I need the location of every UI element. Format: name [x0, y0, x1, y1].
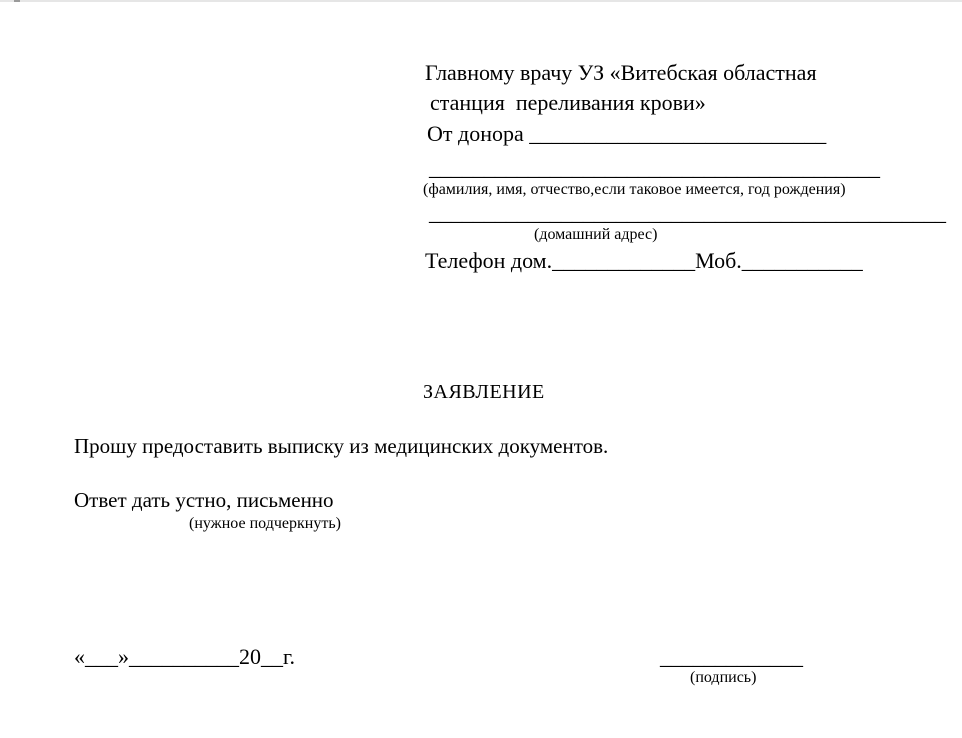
- page-top-edge: [0, 0, 962, 2]
- home-address-blank: _______________________________________________: [429, 200, 946, 225]
- answer-format-caption: (нужное подчеркнуть): [189, 515, 341, 532]
- from-donor-field: От донора ___________________________: [427, 121, 827, 146]
- donor-name-caption: (фамилия, имя, отчество,если таковое имеется, год рождения): [423, 181, 846, 198]
- date-field: «___»__________20__г.: [74, 644, 296, 669]
- phone-field: Телефон дом._____________Моб.___________: [425, 248, 863, 273]
- donor-name-blank: _________________________________________: [429, 155, 880, 180]
- addressee-line-1: Главному врачу УЗ «Витебская областная: [425, 60, 817, 85]
- addressee-line-2: станция переливания крови»: [430, 90, 706, 115]
- answer-format-text: Ответ дать устно, письменно: [74, 488, 334, 512]
- signature-blank: _____________: [660, 644, 803, 669]
- document-title: ЗАЯВЛЕНИЕ: [423, 381, 545, 403]
- home-address-caption: (домашний адрес): [534, 226, 658, 243]
- page-corner-mark: [14, 0, 20, 2]
- request-text: Прошу предоставить выписку из медицинских документов.: [74, 434, 609, 458]
- signature-caption: (подпись): [690, 669, 757, 686]
